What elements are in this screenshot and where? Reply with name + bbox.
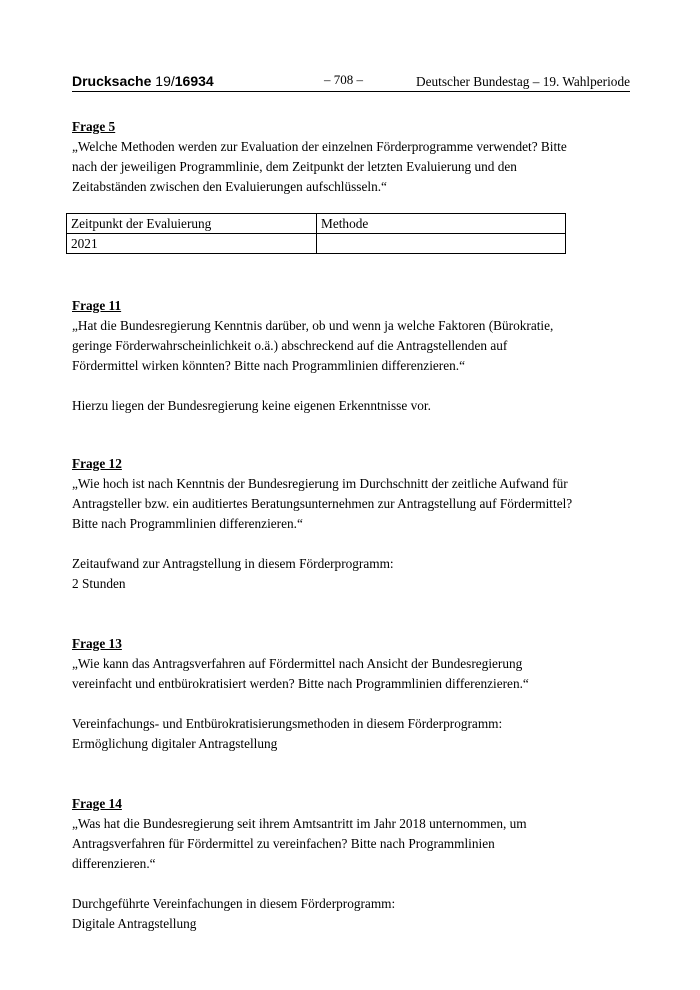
page-number: – 708 – bbox=[324, 72, 363, 87]
parliament-label: Deutscher Bundestag – 19. Wahlperiode bbox=[416, 74, 630, 89]
page-header bbox=[72, 72, 630, 92]
document-number-prefix: 19/ bbox=[155, 73, 175, 89]
question-line: „Welche Methoden werden zur Evaluation der einzelnen Förderprogramme verwendet? Bitte bbox=[72, 139, 567, 154]
frage-title: Frage 14 bbox=[72, 796, 122, 811]
answer-line: Ermöglichung digitaler Antragstellung bbox=[72, 736, 278, 751]
question-line: Fördermittel wirken könnten? Bitte nach Programmlinien differenzieren.“ bbox=[72, 358, 465, 373]
answer-line: Hierzu liegen der Bundesregierung keine eigenen Erkenntnisse vor. bbox=[72, 398, 431, 413]
answer-line: Digitale Antragstellung bbox=[72, 916, 197, 931]
document-number bbox=[72, 72, 214, 90]
section-frage-5 bbox=[72, 117, 582, 254]
table-cell bbox=[317, 234, 566, 254]
answer-line: 2 Stunden bbox=[72, 576, 126, 591]
table-header-cell: Methode bbox=[317, 214, 566, 234]
document-number-value: 16934 bbox=[174, 73, 214, 89]
frage-title: Frage 11 bbox=[72, 298, 122, 313]
frage-title: Frage 5 bbox=[72, 119, 116, 134]
frage-title: Frage 12 bbox=[72, 456, 122, 471]
question-line: Antragsteller bzw. ein auditiertes Beratungsunternehmen zur Antragstellung auf Fördermittel? bbox=[72, 496, 573, 511]
question-line: „Hat die Bundesregierung Kenntnis darüber, ob und wenn ja welche Faktoren (Bürokratie, bbox=[72, 318, 554, 333]
answer-line: Zeitaufwand zur Antragstellung in diesem Förderprogramm: bbox=[72, 556, 394, 571]
answer-line: Vereinfachungs- und Entbürokratisierungsmethoden in diesem Förderprogramm: bbox=[72, 716, 503, 731]
document-body bbox=[72, 117, 582, 934]
table-cell: 2021 bbox=[67, 234, 317, 254]
question-line: vereinfacht und entbürokratisiert werden? Bitte nach Programmlinien differenzieren.“ bbox=[72, 676, 529, 691]
section-frage-12 bbox=[72, 454, 582, 594]
answer-line: Durchgeführte Vereinfachungen in diesem Förderprogramm: bbox=[72, 896, 396, 911]
frage-title: Frage 13 bbox=[72, 636, 122, 651]
table-header-row bbox=[67, 214, 566, 234]
document-label: Drucksache bbox=[72, 73, 152, 89]
section-frage-13 bbox=[72, 634, 582, 754]
question-line: „Wie kann das Antragsverfahren auf Fördermittel nach Ansicht der Bundesregierung bbox=[72, 656, 523, 671]
table-header-cell: Zeitpunkt der Evaluierung bbox=[67, 214, 317, 234]
evaluation-table bbox=[66, 213, 566, 254]
question-line: Antragsverfahren für Fördermittel zu vereinfachen? Bitte nach Programmlinien bbox=[72, 836, 495, 851]
question-line: „Was hat die Bundesregierung seit ihrem Amtsantritt im Jahr 2018 unternommen, um bbox=[72, 816, 527, 831]
question-line: „Wie hoch ist nach Kenntnis der Bundesregierung im Durchschnitt der zeitliche Aufwand für bbox=[72, 476, 568, 491]
section-frage-11 bbox=[72, 296, 582, 416]
question-line: Bitte nach Programmlinien differenzieren.“ bbox=[72, 516, 303, 531]
question-line: differenzieren.“ bbox=[72, 856, 156, 871]
table-row bbox=[67, 234, 566, 254]
section-frage-14 bbox=[72, 794, 582, 934]
question-line: nach der jeweiligen Programmlinie, dem Zeitpunkt der letzten Evaluierung und den bbox=[72, 159, 517, 174]
question-line: Zeitabständen zwischen den Evaluierungen aufschlüsseln.“ bbox=[72, 179, 387, 194]
question-line: geringe Förderwahrscheinlichkeit o.ä.) abschreckend auf die Antragstellenden auf bbox=[72, 338, 508, 353]
